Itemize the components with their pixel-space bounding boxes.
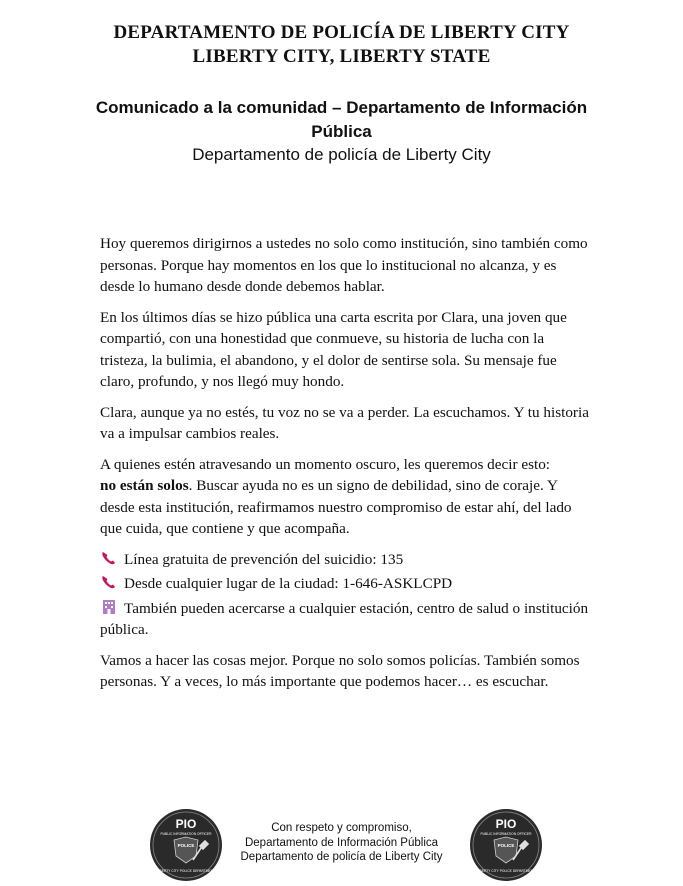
badge-bottom-text: LIBERTY CITY POLICE DEPARTMENT xyxy=(156,869,216,873)
contact-hotline-text: Línea gratuita de prevención del suicidio: 135 xyxy=(124,550,404,568)
badge-bottom-text: LIBERTY CITY POLICE DEPARTMENT xyxy=(476,869,536,873)
footer-department: Departamento de policía de Liberty City xyxy=(240,851,443,863)
building-icon xyxy=(100,599,118,615)
badge-top-text: PUBLIC INFORMATION OFFICER xyxy=(160,832,212,836)
footer-closing: Con respeto y compromiso, xyxy=(271,822,412,834)
contact-city-text: Desde cualquier lugar de la ciudad: 1-646-ASKLCPD xyxy=(124,575,453,592)
communique-department: Departamento de policía de Liberty City xyxy=(192,145,491,164)
footer-office: Departamento de Información Pública xyxy=(244,836,439,849)
header-location: LIBERTY CITY, LIBERTY STATE xyxy=(192,46,491,67)
badge-seal-text: POLICE xyxy=(497,843,515,848)
badge-seal-text: POLICE xyxy=(177,843,195,848)
paragraph-clara-letter: En los últimos días se hizo pública una carta escrita por Clara, una joven que compartió, con una honestidad que conmueve, su historia de lucha con la tristeza, la bulimia, el abandono, y el dolor de sentirse sola. Su mensaje fue claro, profundo, y nos llegó muy hondo. xyxy=(100,308,567,390)
contact-line-hotline xyxy=(100,549,590,571)
badge-abbr: PIO xyxy=(175,817,197,831)
footer-signature xyxy=(200,821,483,865)
phone-icon xyxy=(100,574,118,590)
contact-line-stations xyxy=(100,598,590,641)
communique-title: Comunicado a la comunidad – Departamento de Información Pública xyxy=(95,98,588,141)
header-department-name: DEPARTAMENTO DE POLICÍA DE LIBERTY CITY xyxy=(113,22,570,43)
contact-line-city xyxy=(100,573,590,595)
phone-icon xyxy=(100,550,118,566)
badge-top-text: PUBLIC INFORMATION OFFICER xyxy=(480,832,532,836)
contact-stations-text: También pueden acercarse a cualquier estación, centro de salud o institución pública. xyxy=(100,599,589,638)
document-body xyxy=(100,233,590,702)
paragraph-not-alone-bold: no están solos xyxy=(100,477,189,494)
paragraph-not-alone-rest: . Buscar ayuda no es un signo de debilidad, sino de coraje. Y desde esta institución, reafirmamos nuestro compromiso de estar ahí, del lado que cuida, que contiene y que acompaña. xyxy=(100,477,572,537)
paragraph-clara-voice: Clara, aunque ya no estés, tu voz no se va a perder. La escuchamos. Y tu historia va a impulsar cambios reales. xyxy=(100,403,589,442)
paragraph-not-alone-intro: A quienes estén atravesando un momento oscuro, les queremos decir esto: xyxy=(100,455,551,473)
badge-abbr: PIO xyxy=(495,817,517,831)
pio-badge-right xyxy=(469,808,543,882)
paragraph-closing: Vamos a hacer las cosas mejor. Porque no solo somos policías. También somos personas. Y a veces, lo más importante que podemos hacer… es escuchar. xyxy=(100,651,580,690)
paragraph-not-alone xyxy=(100,454,590,540)
paragraph-intro: Hoy queremos dirigirnos a ustedes no solo como institución, sino también como personas. Porque hay momentos en los que lo institucional no alcanza, y es desde lo humano desde donde debemos hablar. xyxy=(100,235,588,295)
